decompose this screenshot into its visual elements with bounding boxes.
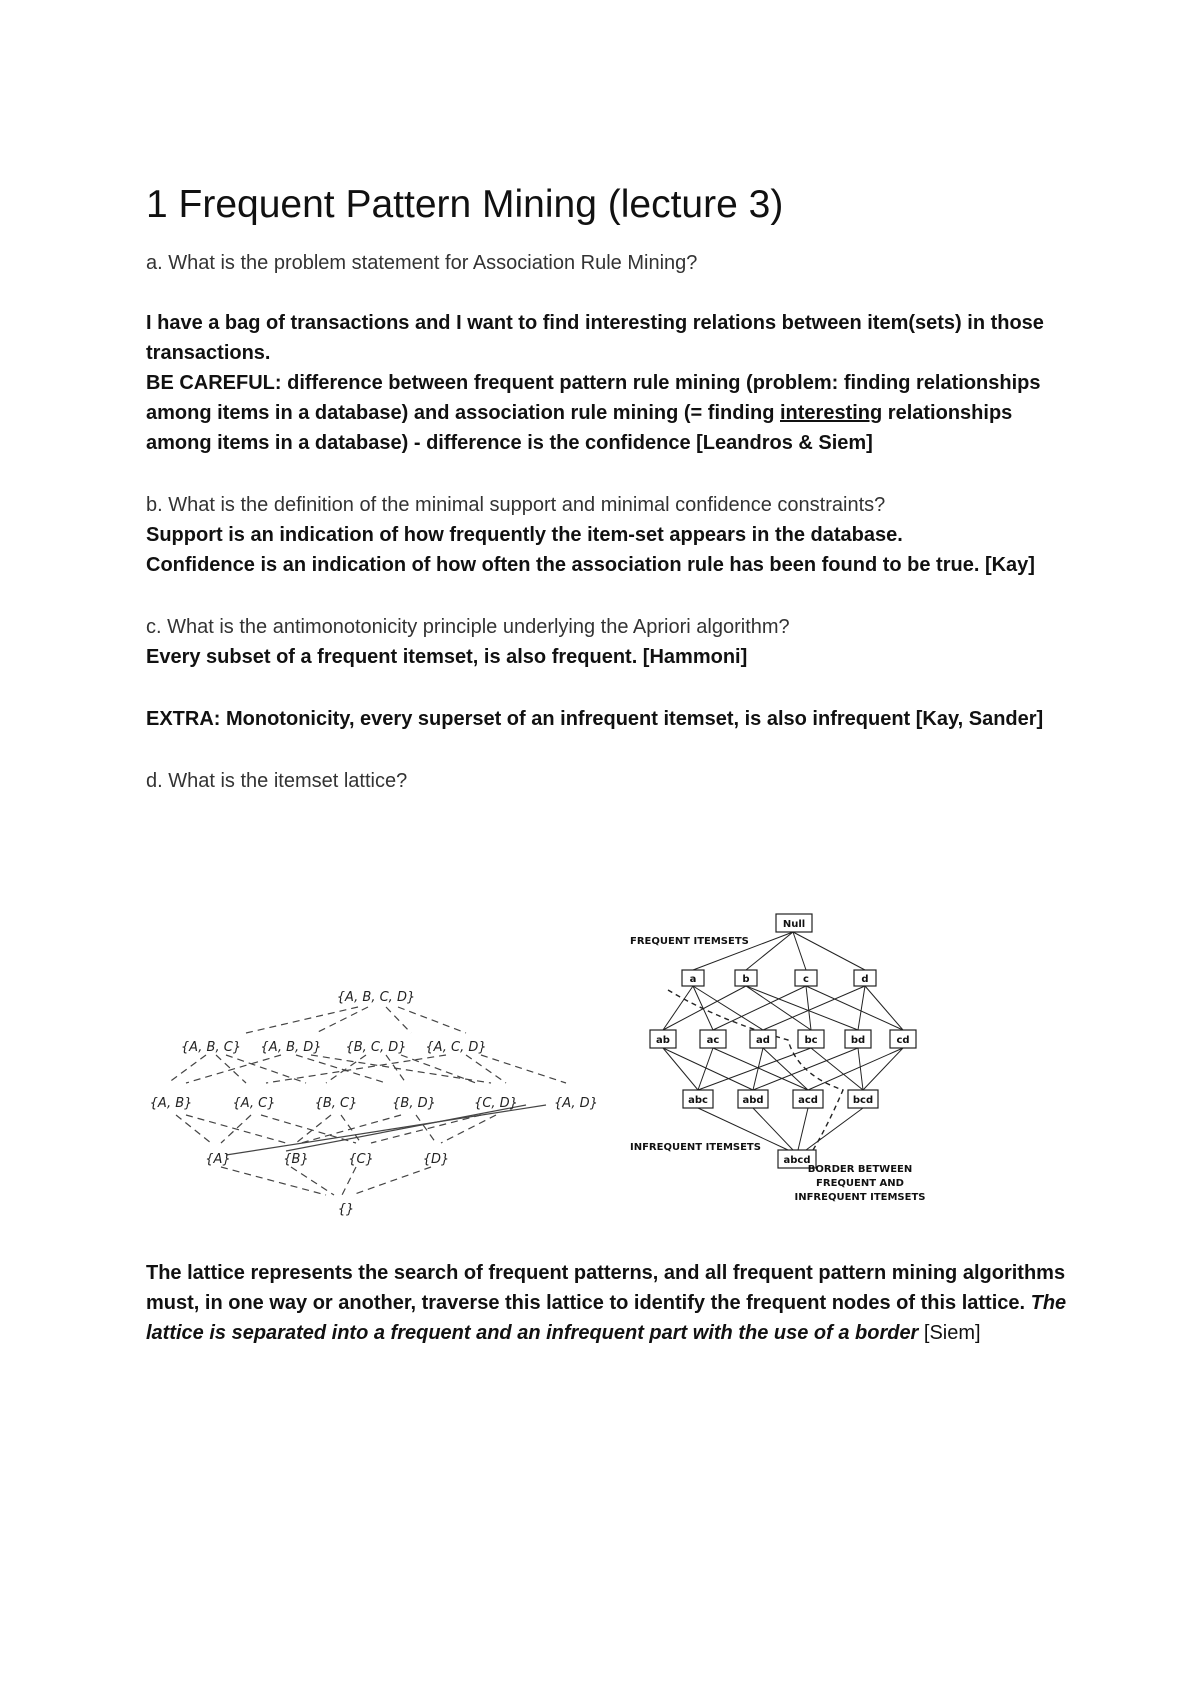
itemset-lattice-figure (146, 955, 616, 1225)
answer-c-extra: EXTRA: Monotonicity, every superset of an infrequent itemset, is also infrequent [Kay, Sander] (146, 708, 1044, 730)
rnode-ac: ac (706, 1035, 720, 1046)
border-label-line2: FREQUENT AND (816, 1178, 904, 1189)
rnode-cd: cd (896, 1035, 910, 1046)
node-empty: {} (337, 1202, 355, 1217)
page-title: 1 Frequent Pattern Mining (lecture 3) (146, 183, 784, 226)
node-abcd: {A, B, C, D} (336, 990, 416, 1005)
border-label-line3: INFREQUENT ITEMSETS (794, 1192, 926, 1203)
node-bcd: {B, C, D} (345, 1040, 407, 1055)
careful-note-underlined: interesting (780, 402, 883, 424)
rnode-bcd: bcd (852, 1095, 874, 1106)
answer-d-cite: [Siem] (918, 1322, 981, 1344)
node-d: {D} (422, 1152, 450, 1167)
answer-d-main: The lattice represents the search of frequent patterns, and all frequent pattern mining algorithms must, in one way or another, traverse this lattice to identify the frequent nodes of this lattice. (146, 1262, 1066, 1314)
rnode-c: c (803, 974, 809, 985)
answer-b-confidence: Confidence is an indication of how often the association rule has been found to be true. [Kay] (146, 554, 1035, 576)
answer-b-support: Support is an indication of how frequently the item-set appears in the database. (146, 524, 903, 546)
node-ab: {A, B} (149, 1096, 193, 1111)
node-abc: {A, B, C} (180, 1040, 242, 1055)
answer-a: I have a bag of transactions and I want to find interesting relations between item(sets) in those transactions. (146, 312, 1044, 364)
border-label-line1: BORDER BETWEEN (807, 1164, 913, 1175)
answer-c: Every subset of a frequent itemset, is also frequent. [Hammoni] (146, 646, 748, 668)
rnode-abc: abc (688, 1095, 708, 1106)
document-body (146, 180, 1076, 796)
node-ad: {A, D} (554, 1096, 598, 1111)
node-ac: {A, C} (232, 1096, 276, 1111)
careful-note-part1: BE CAREFUL: difference between frequent pattern rule mining (problem: finding relationships among items in a database) and association rule mining (= finding (146, 372, 1041, 424)
frequent-itemsets-label: FREQUENT ITEMSETS (630, 936, 749, 947)
answer-d (146, 1258, 1076, 1348)
rnode-bd: bd (850, 1035, 866, 1046)
node-bc: {B, C} (314, 1096, 358, 1111)
rnode-bc: bc (804, 1035, 818, 1046)
node-a: {A} (205, 1152, 231, 1167)
careful-note (146, 368, 1076, 458)
rnode-ab: ab (656, 1035, 670, 1046)
frequent-border-lattice-figure (628, 900, 958, 1220)
node-acd: {A, C, D} (425, 1040, 487, 1055)
rnode-abd: abd (742, 1095, 764, 1106)
question-b: b. What is the definition of the minimal support and minimal confidence constraints? (146, 494, 886, 516)
infrequent-itemsets-label: INFREQUENT ITEMSETS (630, 1142, 761, 1153)
node-c: {C} (348, 1152, 374, 1167)
careful-note-part2: relationships among items in a database) - difference is the confidence [Leandros & Siem] (146, 402, 1013, 454)
node-cd: {C, D} (474, 1096, 518, 1111)
rnode-b: b (742, 974, 750, 985)
rnode-abcd: abcd (783, 1155, 811, 1166)
node-abd: {A, B, D} (260, 1040, 322, 1055)
question-d: d. What is the itemset lattice? (146, 770, 408, 792)
rnode-acd: acd (798, 1095, 818, 1106)
rnode-a: a (689, 974, 697, 985)
rnode-d: d (861, 974, 869, 985)
node-bd: {B, D} (392, 1096, 436, 1111)
node-b: {B} (283, 1152, 309, 1167)
question-c: c. What is the antimonotonicity principle underlying the Apriori algorithm? (146, 616, 790, 638)
question-a: a. What is the problem statement for Association Rule Mining? (146, 252, 698, 274)
answer-d-block (146, 1258, 1076, 1348)
null-node: Null (782, 919, 806, 930)
rnode-ad: ad (756, 1035, 770, 1046)
answer-d-italic: The lattice is separated into a frequent and an infrequent part with the use of a border (146, 1292, 1067, 1344)
